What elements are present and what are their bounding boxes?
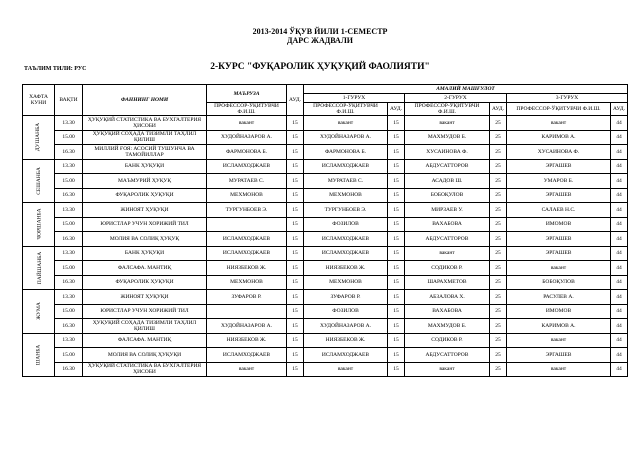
document-subtitle: ДАРС ЖАДВАЛИ bbox=[286, 36, 354, 45]
group2-teacher-cell: ВАХАБОВА bbox=[405, 304, 490, 319]
subject-cell: МОЛИЯ ВА СОЛИҚ ҲУҚУҚ bbox=[83, 232, 207, 247]
time-cell: 16.30 bbox=[55, 145, 83, 160]
group3-teacher-cell: ЭРГАШЕВ bbox=[507, 232, 611, 247]
group3-teacher-cell: ХУСАИНОВА Ф. bbox=[507, 145, 611, 160]
group1-teacher-cell: вакант bbox=[304, 116, 388, 131]
lecturer-cell: МЕХМОНОВ bbox=[207, 275, 287, 290]
group2-aud-cell: 25 bbox=[490, 174, 507, 189]
day-label bbox=[23, 246, 55, 290]
group2-teacher-cell: вакант bbox=[405, 246, 490, 261]
group3-aud-cell: 44 bbox=[611, 232, 628, 247]
group3-aud-cell: 44 bbox=[611, 290, 628, 305]
subject-cell: МИЛЛИЙ ҒОЯ: АСОСИЙ ТУШУНЧА ВА ТАМОЙИЛЛАР bbox=[83, 145, 207, 160]
group2-teacher-cell: МАХМУДОВ Б. bbox=[405, 130, 490, 145]
col-group1-header: 1-ГУРУХ bbox=[304, 94, 405, 103]
time-cell: 13.30 bbox=[55, 290, 83, 305]
group2-aud-cell: 25 bbox=[490, 116, 507, 131]
group1-teacher-cell: ИСЛАМХОДЖАЕВ bbox=[304, 246, 388, 261]
group2-teacher-cell: АБДУСАТТОРОВ bbox=[405, 232, 490, 247]
document-title: 2013-2014 ЎҚУВ ЙИЛИ 1-СЕМЕСТР bbox=[252, 27, 388, 36]
group2-teacher-cell: ШАРАХМЕТОВ bbox=[405, 275, 490, 290]
group1-teacher-cell: ТУРГУНБОЕВ Э. bbox=[304, 203, 388, 218]
group3-aud-cell: 44 bbox=[611, 188, 628, 203]
group1-teacher-cell: НИЯЗБЕКОВ Ж. bbox=[304, 261, 388, 276]
subject-cell: ЖИНОЯТ ҲУҚУҚИ bbox=[83, 203, 207, 218]
group1-aud-cell: 15 bbox=[388, 159, 405, 174]
col-group3-header: 3-ГУРУХ bbox=[507, 94, 628, 103]
col-lecture-header: МАЪРУЗА bbox=[207, 85, 287, 103]
group3-aud-cell: 44 bbox=[611, 217, 628, 232]
group1-teacher-cell: НИЯЗБЕКОВ Ж. bbox=[304, 333, 388, 348]
group3-aud-cell: 44 bbox=[611, 304, 628, 319]
group1-aud-cell: 15 bbox=[388, 246, 405, 261]
lecturer-cell: вакант bbox=[207, 116, 287, 131]
table-row bbox=[23, 188, 628, 203]
group3-teacher-cell: вакант bbox=[507, 362, 611, 377]
group3-teacher-cell: вакант bbox=[507, 261, 611, 276]
table-row bbox=[23, 159, 628, 174]
lecture-aud-cell: 15 bbox=[287, 319, 304, 334]
subject-cell: ҲУҚУҚИЙ СТАТИСТИКА ВА БУХГАЛТЕРИЯ ҲИСОБИ bbox=[83, 116, 207, 131]
group1-teacher-cell: МЕХМОНОВ bbox=[304, 275, 388, 290]
group1-teacher-cell: МЕХМОНОВ bbox=[304, 188, 388, 203]
group2-aud-cell: 25 bbox=[490, 217, 507, 232]
group2-teacher-cell: АБДУСАТТОРОВ bbox=[405, 159, 490, 174]
group2-aud-cell: 25 bbox=[490, 333, 507, 348]
group2-teacher-cell: вакант bbox=[405, 362, 490, 377]
group2-aud-cell: 25 bbox=[490, 246, 507, 261]
group1-aud-cell: 15 bbox=[388, 145, 405, 160]
col-lecture-teacher: ПРОФЕССОР-ЎҚИТУВЧИ Ф.И.Ш. bbox=[207, 103, 287, 116]
time-cell: 13.30 bbox=[55, 159, 83, 174]
subject-cell: ҲУҚУҚИЙ СТАТИСТИКА ВА БУХГАЛТЕРИЯ ҲИСОБИ bbox=[83, 362, 207, 377]
subject-cell: ФАЛСАФА. МАНТИҚ bbox=[83, 333, 207, 348]
group1-aud-cell: 15 bbox=[388, 217, 405, 232]
group3-aud-cell: 44 bbox=[611, 348, 628, 363]
group1-aud-cell: 15 bbox=[388, 203, 405, 218]
group1-teacher-cell: ИСЛАМХОДЖАЕВ bbox=[304, 159, 388, 174]
time-cell: 15.00 bbox=[55, 174, 83, 189]
group2-aud-cell: 25 bbox=[490, 203, 507, 218]
col-g2-aud: АУД. bbox=[490, 103, 507, 116]
lecture-aud-cell: 15 bbox=[287, 261, 304, 276]
group3-aud-cell: 44 bbox=[611, 159, 628, 174]
group1-aud-cell: 15 bbox=[388, 130, 405, 145]
group1-teacher-cell: ХУДОЙНАЗАРОВ А. bbox=[304, 319, 388, 334]
group1-aud-cell: 15 bbox=[388, 333, 405, 348]
language-label: ТАЪЛИМ ТИЛИ: РУС bbox=[24, 66, 87, 72]
table-row bbox=[23, 217, 628, 232]
group1-aud-cell: 15 bbox=[388, 116, 405, 131]
time-cell: 15.00 bbox=[55, 261, 83, 276]
group1-teacher-cell: ИСЛАМХОДЖАЕВ bbox=[304, 348, 388, 363]
lecturer-cell: ХУДОЙНАЗАРОВ А. bbox=[207, 130, 287, 145]
group2-teacher-cell: АБДУСАТТОРОВ bbox=[405, 348, 490, 363]
day-name: ДУШАНБА bbox=[35, 123, 42, 152]
group3-teacher-cell: ИМОМОВ bbox=[507, 304, 611, 319]
group3-teacher-cell: КАРИМОВ А. bbox=[507, 130, 611, 145]
time-cell: 16.30 bbox=[55, 319, 83, 334]
lecturer-cell: ИСЛАМХОДЖАЕВ bbox=[207, 232, 287, 247]
group2-aud-cell: 25 bbox=[490, 304, 507, 319]
table-row bbox=[23, 275, 628, 290]
group2-teacher-cell: ХУСАИНОВА Ф. bbox=[405, 145, 490, 160]
group3-aud-cell: 44 bbox=[611, 319, 628, 334]
course-title: 2-КУРС "ФУҚАРОЛИК ҲУҚУҚИЙ ФАОЛИЯТИ" bbox=[210, 62, 430, 72]
group2-aud-cell: 25 bbox=[490, 290, 507, 305]
group2-aud-cell: 25 bbox=[490, 232, 507, 247]
day-name: ПАЙШАНБА bbox=[37, 251, 44, 284]
table-row bbox=[23, 362, 628, 377]
group1-teacher-cell: ФОЗИЛОВ bbox=[304, 217, 388, 232]
group2-aud-cell: 25 bbox=[490, 130, 507, 145]
time-cell: 16.30 bbox=[55, 362, 83, 377]
lecture-aud-cell: 15 bbox=[287, 246, 304, 261]
table-row bbox=[23, 130, 628, 145]
table-row bbox=[23, 246, 628, 261]
group2-teacher-cell: СОДИКОВ Р. bbox=[405, 333, 490, 348]
lecturer-cell: вакант bbox=[207, 362, 287, 377]
time-cell: 15.00 bbox=[55, 130, 83, 145]
lecturer-cell: ИСЛАМХОДЖАЕВ bbox=[207, 348, 287, 363]
group3-aud-cell: 44 bbox=[611, 145, 628, 160]
lecturer-cell bbox=[207, 217, 287, 232]
group3-teacher-cell: ЭРГАШЕВ bbox=[507, 188, 611, 203]
lecture-aud-cell: 15 bbox=[287, 130, 304, 145]
group3-aud-cell: 44 bbox=[611, 261, 628, 276]
group1-aud-cell: 15 bbox=[388, 261, 405, 276]
group2-teacher-cell: МИРЗАЕВ У. bbox=[405, 203, 490, 218]
group2-teacher-cell: БОБОҚУЛОВ bbox=[405, 188, 490, 203]
group2-aud-cell: 25 bbox=[490, 145, 507, 160]
table-row bbox=[23, 261, 628, 276]
table-row bbox=[23, 348, 628, 363]
group3-teacher-cell: САЛАЕВ Н.С. bbox=[507, 203, 611, 218]
group1-aud-cell: 15 bbox=[388, 232, 405, 247]
group2-aud-cell: 25 bbox=[490, 319, 507, 334]
group2-teacher-cell: МАХМУДОВ Б. bbox=[405, 319, 490, 334]
time-cell: 13.30 bbox=[55, 246, 83, 261]
group3-teacher-cell: ЭРГАШЕВ bbox=[507, 348, 611, 363]
group3-teacher-cell: РАСУЛЕВ А. bbox=[507, 290, 611, 305]
group2-teacher-cell: АБЗАЛОВА Х. bbox=[405, 290, 490, 305]
col-day-header: ХАФТА КУНИ bbox=[23, 85, 55, 116]
group3-teacher-cell: вакант bbox=[507, 333, 611, 348]
group2-teacher-cell: СОДИКОВ Р. bbox=[405, 261, 490, 276]
lecture-aud-cell: 15 bbox=[287, 188, 304, 203]
time-cell: 13.30 bbox=[55, 333, 83, 348]
time-cell: 16.30 bbox=[55, 275, 83, 290]
table-row bbox=[23, 304, 628, 319]
group3-aud-cell: 44 bbox=[611, 275, 628, 290]
lecturer-cell: ФАРМОНОВА Б. bbox=[207, 145, 287, 160]
group2-aud-cell: 25 bbox=[490, 188, 507, 203]
col-aud-header: АУД. bbox=[287, 85, 304, 116]
group3-teacher-cell: БОБОҚУЛОВ bbox=[507, 275, 611, 290]
group2-aud-cell: 25 bbox=[490, 362, 507, 377]
group2-aud-cell: 25 bbox=[490, 275, 507, 290]
table-row bbox=[23, 319, 628, 334]
subject-cell: МАЪМУРИЙ ҲУҚУҚ bbox=[83, 174, 207, 189]
group1-aud-cell: 15 bbox=[388, 275, 405, 290]
group3-aud-cell: 44 bbox=[611, 174, 628, 189]
lecture-aud-cell: 15 bbox=[287, 174, 304, 189]
group3-aud-cell: 44 bbox=[611, 130, 628, 145]
table-row bbox=[23, 145, 628, 160]
time-cell: 15.00 bbox=[55, 217, 83, 232]
group3-aud-cell: 44 bbox=[611, 203, 628, 218]
col-g2-teacher: ПРОФЕССОР-ЎҚИТУВЧИ Ф.И.Ш. bbox=[405, 103, 490, 116]
group3-teacher-cell: ЭРГАШЕВ bbox=[507, 159, 611, 174]
group3-aud-cell: 44 bbox=[611, 116, 628, 131]
table-row bbox=[23, 203, 628, 218]
group1-aud-cell: 15 bbox=[388, 304, 405, 319]
group3-aud-cell: 44 bbox=[611, 333, 628, 348]
lecture-aud-cell: 15 bbox=[287, 116, 304, 131]
col-g3-aud: АУД. bbox=[611, 103, 628, 116]
subject-cell: ҲУҚУҚИЙ СОҲАДА ТИЗИМЛИ ТАҲЛИЛ ҚИЛИШ bbox=[83, 130, 207, 145]
group3-aud-cell: 44 bbox=[611, 362, 628, 377]
lecturer-cell: НИЯЗБЕКОВ Ж. bbox=[207, 333, 287, 348]
group1-aud-cell: 15 bbox=[388, 188, 405, 203]
schedule-body bbox=[23, 116, 628, 377]
group2-aud-cell: 25 bbox=[490, 261, 507, 276]
col-g1-teacher: ПРОФЕССОР-ЎҚИТУВЧИ Ф.И.Ш. bbox=[304, 103, 388, 116]
lecture-aud-cell: 15 bbox=[287, 275, 304, 290]
group1-teacher-cell: ИСЛАМХОДЖАЕВ bbox=[304, 232, 388, 247]
lecturer-cell: ЗУФАРОВ Р. bbox=[207, 290, 287, 305]
group3-teacher-cell: УМАРОВ Б. bbox=[507, 174, 611, 189]
day-name: ЧОРШАНБА bbox=[36, 208, 43, 240]
group2-teacher-cell: вакант bbox=[405, 116, 490, 131]
lecture-aud-cell: 15 bbox=[287, 362, 304, 377]
table-row bbox=[23, 174, 628, 189]
day-label bbox=[23, 159, 55, 203]
subject-cell: БАНК ҲУҚУҚИ bbox=[83, 246, 207, 261]
subject-cell: ЮРИСТЛАР УЧУН ХОРИЖИЙ ТИЛ bbox=[83, 304, 207, 319]
table-row bbox=[23, 116, 628, 131]
lecturer-cell: ХУДОЙНАЗАРОВ А. bbox=[207, 319, 287, 334]
time-cell: 15.00 bbox=[55, 348, 83, 363]
lecture-aud-cell: 15 bbox=[287, 333, 304, 348]
time-cell: 15.00 bbox=[55, 304, 83, 319]
lecture-aud-cell: 15 bbox=[287, 290, 304, 305]
group1-teacher-cell: вакант bbox=[304, 362, 388, 377]
group1-teacher-cell: МУРАТАЕВ С. bbox=[304, 174, 388, 189]
lecturer-cell bbox=[207, 304, 287, 319]
lecture-aud-cell: 15 bbox=[287, 304, 304, 319]
group3-teacher-cell: ЭРГАШЕВ bbox=[507, 246, 611, 261]
lecture-aud-cell: 15 bbox=[287, 232, 304, 247]
lecturer-cell: ТУРГУНБОЕВ Э. bbox=[207, 203, 287, 218]
group1-teacher-cell: ХУДОЙНАЗАРОВ А. bbox=[304, 130, 388, 145]
lecture-aud-cell: 15 bbox=[287, 203, 304, 218]
day-label bbox=[23, 203, 55, 247]
time-cell: 13.30 bbox=[55, 203, 83, 218]
lecture-aud-cell: 15 bbox=[287, 217, 304, 232]
subject-cell: ФУҚАРОЛИК ҲУҚУҚИ bbox=[83, 275, 207, 290]
day-label bbox=[23, 333, 55, 377]
group3-aud-cell: 44 bbox=[611, 246, 628, 261]
subject-cell: БАНК ҲУҚУҚИ bbox=[83, 159, 207, 174]
lecture-aud-cell: 15 bbox=[287, 348, 304, 363]
col-g3-teacher: ПРОФЕССОР-ЎҚИТУВЧИ Ф.И.Ш. bbox=[507, 103, 611, 116]
group3-teacher-cell: ИМОМОВ bbox=[507, 217, 611, 232]
subject-cell: ҲУҚУҚИЙ СОҲАДА ТИЗИМЛИ ТАҲЛИЛ ҚИЛИШ bbox=[83, 319, 207, 334]
lecturer-cell: ИСЛАМХОДЖАЕВ bbox=[207, 246, 287, 261]
col-group2-header: 2-ГУРУХ bbox=[405, 94, 507, 103]
lecturer-cell: МЕХМОНОВ bbox=[207, 188, 287, 203]
time-cell: 16.30 bbox=[55, 188, 83, 203]
group1-teacher-cell: ФОЗИЛОВ bbox=[304, 304, 388, 319]
subject-cell: ЮРИСТЛАР УЧУН ХОРИЖИЙ ТИЛ bbox=[83, 217, 207, 232]
group1-aud-cell: 15 bbox=[388, 362, 405, 377]
group1-teacher-cell: ФАРМОНОВА Б. bbox=[304, 145, 388, 160]
group2-aud-cell: 25 bbox=[490, 348, 507, 363]
subject-cell: ФУҚАРОЛИК ҲУҚУҚИ bbox=[83, 188, 207, 203]
group1-teacher-cell: ЗУФАРОВ Р. bbox=[304, 290, 388, 305]
group1-aud-cell: 15 bbox=[388, 290, 405, 305]
group3-teacher-cell: КАРИМОВ А. bbox=[507, 319, 611, 334]
subject-cell: ЖИНОЯТ ҲУҚУҚИ bbox=[83, 290, 207, 305]
table-row bbox=[23, 232, 628, 247]
lecturer-cell: ИСЛАМХОДЖАЕВ bbox=[207, 159, 287, 174]
group2-aud-cell: 25 bbox=[490, 159, 507, 174]
time-cell: 13.30 bbox=[55, 116, 83, 131]
table-row bbox=[23, 290, 628, 305]
col-practical-header: АМАЛИЙ МАШҒУЛОТ bbox=[304, 85, 628, 94]
col-subject-header: ФАННИНГ НОМИ bbox=[83, 85, 207, 116]
day-name: СЕШАНБА bbox=[35, 166, 42, 195]
group3-teacher-cell: вакант bbox=[507, 116, 611, 131]
lecture-aud-cell: 15 bbox=[287, 145, 304, 160]
lecture-aud-cell: 15 bbox=[287, 159, 304, 174]
day-name: ШАНБА bbox=[35, 344, 42, 366]
day-label bbox=[23, 116, 55, 160]
col-g1-aud: АУД. bbox=[388, 103, 405, 116]
group1-aud-cell: 15 bbox=[388, 174, 405, 189]
time-cell: 16.30 bbox=[55, 232, 83, 247]
group2-teacher-cell: АСАДОВ Ш. bbox=[405, 174, 490, 189]
group1-aud-cell: 15 bbox=[388, 319, 405, 334]
group1-aud-cell: 15 bbox=[388, 348, 405, 363]
day-label bbox=[23, 290, 55, 334]
day-name: ЖУМА bbox=[35, 302, 42, 321]
schedule-table bbox=[22, 84, 628, 377]
lecturer-cell: МУРАТАЕВ С. bbox=[207, 174, 287, 189]
subject-cell: МОЛИЯ ВА СОЛИҚ ҲУҚУҚИ bbox=[83, 348, 207, 363]
group2-teacher-cell: ВАХАБОВА bbox=[405, 217, 490, 232]
col-time-header: ВАҚТИ bbox=[55, 85, 83, 116]
subject-cell: ФАЛСАФА. МАНТИҚ bbox=[83, 261, 207, 276]
lecturer-cell: НИЯЗБЕКОВ Ж. bbox=[207, 261, 287, 276]
table-row bbox=[23, 333, 628, 348]
